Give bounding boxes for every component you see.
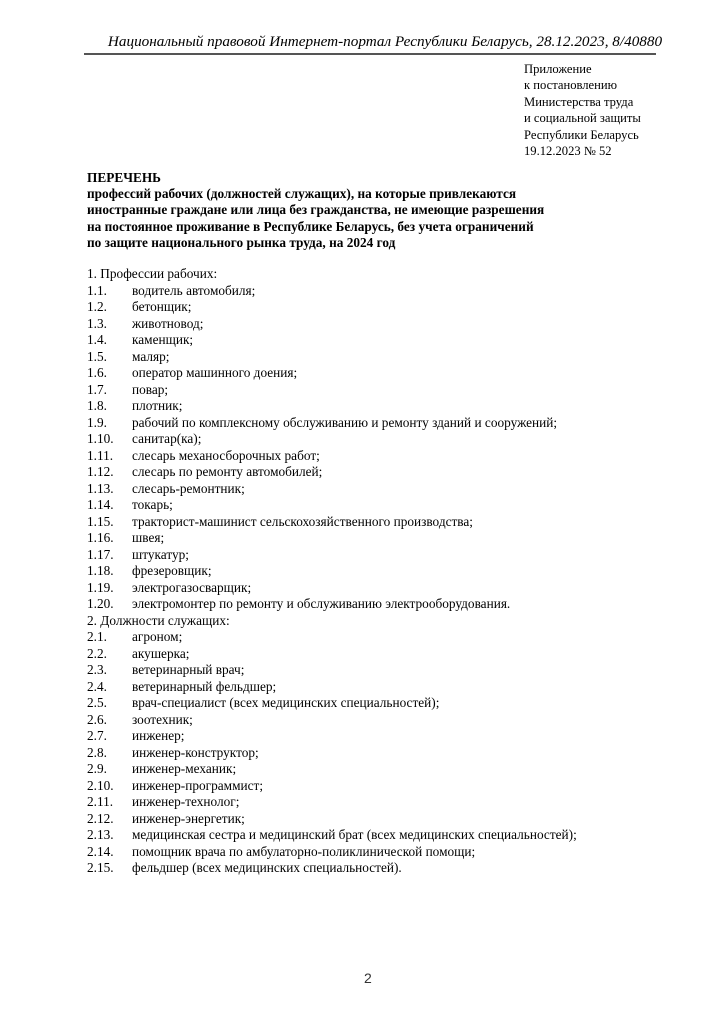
item-text: ветеринарный врач; bbox=[132, 662, 245, 677]
appendix-line: Республики Беларусь bbox=[524, 127, 639, 142]
item-number: 1.19. bbox=[87, 579, 114, 595]
item-text: санитар(ка); bbox=[132, 431, 202, 446]
item-text: инженер-технолог; bbox=[132, 794, 240, 809]
list-item bbox=[87, 811, 577, 828]
list-item bbox=[87, 349, 577, 366]
list-item bbox=[87, 580, 577, 597]
appendix-line: к постановлению bbox=[524, 78, 618, 93]
item-number: 2.5. bbox=[87, 695, 107, 710]
item-text: электрогазосварщик; bbox=[132, 579, 252, 595]
item-number: 1.11. bbox=[87, 447, 114, 463]
item-number: 1.15. bbox=[87, 513, 114, 529]
item-number: 1.6. bbox=[87, 365, 107, 380]
item-text: инженер; bbox=[132, 728, 185, 743]
list-item bbox=[87, 514, 577, 531]
item-text: агроном; bbox=[132, 629, 183, 644]
list-item bbox=[87, 464, 577, 481]
list-item bbox=[87, 283, 577, 300]
item-text: инженер-механик; bbox=[132, 761, 237, 776]
item-text: каменщик; bbox=[132, 332, 194, 347]
item-text: ветеринарный фельдшер; bbox=[132, 678, 277, 694]
list-item bbox=[87, 415, 577, 432]
item-text: плотник; bbox=[132, 398, 183, 413]
appendix-line: Министерства труда bbox=[524, 94, 634, 109]
item-text: маляр; bbox=[132, 348, 170, 364]
item-number: 1.7. bbox=[87, 381, 107, 397]
list-item bbox=[87, 860, 577, 877]
item-text: электромонтер по ремонту и обслуживанию электрооборудования. bbox=[132, 596, 511, 611]
item-text: зоотехник; bbox=[132, 711, 193, 727]
title-line: по защите национального рынка труда, на 2024 год bbox=[87, 234, 396, 250]
item-text: повар; bbox=[132, 381, 169, 397]
appendix-line: 19.12.2023 № 52 bbox=[524, 144, 612, 159]
item-number: 1.3. bbox=[87, 315, 107, 331]
list-item bbox=[87, 778, 577, 795]
list-item bbox=[87, 382, 577, 399]
list-item bbox=[87, 662, 577, 679]
item-text: инженер-конструктор; bbox=[132, 744, 259, 760]
section-title: 1. Профессии рабочих: bbox=[87, 266, 218, 281]
title-line: профессий рабочих (должностей служащих), на которые привлекаются bbox=[87, 186, 517, 202]
title-line: на постоянное проживание в Республике Беларусь, без учета ограничений bbox=[87, 218, 534, 234]
item-number: 1.1. bbox=[87, 282, 107, 298]
item-number: 1.10. bbox=[87, 431, 114, 446]
item-number: 1.17. bbox=[87, 546, 114, 562]
appendix-line: и социальной защиты bbox=[524, 111, 641, 126]
list-item bbox=[87, 794, 577, 811]
item-text: слесарь механосборочных работ; bbox=[132, 447, 320, 463]
item-number: 2.12. bbox=[87, 810, 114, 826]
item-number: 2.9. bbox=[87, 761, 107, 776]
list-item bbox=[87, 712, 577, 729]
item-text: рабочий по комплексному обслуживанию и ремонту зданий и сооружений; bbox=[132, 414, 558, 430]
item-number: 1.18. bbox=[87, 563, 114, 578]
item-number: 2.2. bbox=[87, 645, 107, 661]
list-item bbox=[87, 316, 577, 333]
item-text: слесарь-ремонтник; bbox=[132, 480, 245, 496]
list-item bbox=[87, 563, 577, 580]
list-item bbox=[87, 398, 577, 415]
item-text: врач-специалист (всех медицинских специальностей); bbox=[132, 695, 440, 710]
title-heading: ПЕРЕЧЕНЬ bbox=[87, 170, 161, 185]
list-item bbox=[87, 431, 577, 448]
list-item bbox=[87, 629, 577, 646]
item-number: 1.9. bbox=[87, 414, 107, 430]
item-text: помощник врача по амбулаторно-поликлинической помощи; bbox=[132, 843, 476, 859]
list-item bbox=[87, 844, 577, 861]
item-number: 2.14. bbox=[87, 843, 114, 859]
item-text: инженер-энергетик; bbox=[132, 810, 245, 826]
item-number: 2.11. bbox=[87, 794, 114, 809]
item-number: 2.10. bbox=[87, 777, 114, 793]
list-item bbox=[87, 497, 577, 514]
item-text: животновод; bbox=[132, 315, 204, 331]
item-number: 2.6. bbox=[87, 711, 107, 727]
list-item bbox=[87, 728, 577, 745]
list-item bbox=[87, 679, 577, 696]
item-number: 2.3. bbox=[87, 662, 107, 677]
item-number: 1.13. bbox=[87, 480, 114, 496]
item-text: бетонщик; bbox=[132, 299, 192, 314]
item-text: швея; bbox=[132, 530, 165, 545]
item-text: медицинская сестра и медицинский брат (всех медицинских специальностей); bbox=[132, 827, 577, 842]
item-text: фельдшер (всех медицинских специальностей). bbox=[132, 860, 402, 875]
item-text: слесарь по ремонту автомобилей; bbox=[132, 464, 323, 479]
item-number: 2.1. bbox=[87, 629, 107, 644]
item-number: 1.16. bbox=[87, 530, 114, 545]
list-item bbox=[87, 481, 577, 498]
item-number: 2.8. bbox=[87, 744, 107, 760]
item-number: 1.20. bbox=[87, 596, 114, 611]
appendix-line: Приложение bbox=[524, 62, 592, 76]
item-text: инженер-программист; bbox=[132, 777, 264, 793]
list-item bbox=[87, 761, 577, 778]
list-item bbox=[87, 530, 577, 547]
list-item bbox=[87, 827, 577, 844]
item-number: 2.7. bbox=[87, 728, 107, 743]
appendix-reference bbox=[524, 61, 641, 159]
list-item bbox=[87, 745, 577, 762]
portal-header: Национальный правовой Интернет-портал Республики Беларусь, 28.12.2023, 8/40880 bbox=[107, 33, 663, 50]
list-item bbox=[87, 365, 577, 382]
list-item bbox=[87, 646, 577, 663]
item-text: тракторист-машинист сельскохозяйственного производства; bbox=[132, 513, 473, 529]
item-number: 1.14. bbox=[87, 497, 114, 512]
item-text: штукатур; bbox=[132, 546, 189, 562]
professions-list bbox=[87, 266, 577, 877]
list-item bbox=[87, 332, 577, 349]
list-item bbox=[87, 695, 577, 712]
header-divider bbox=[84, 53, 656, 55]
item-number: 2.13. bbox=[87, 827, 114, 842]
item-text: акушерка; bbox=[132, 645, 190, 661]
item-number: 2.15. bbox=[87, 860, 114, 875]
item-number: 1.8. bbox=[87, 398, 107, 413]
item-number: 1.5. bbox=[87, 348, 107, 364]
item-number: 1.4. bbox=[87, 332, 107, 347]
item-number: 1.12. bbox=[87, 464, 114, 479]
item-text: токарь; bbox=[132, 497, 173, 512]
section-title: 2. Должности служащих: bbox=[87, 612, 230, 628]
document-title bbox=[87, 170, 544, 251]
page-number: 2 bbox=[364, 970, 372, 986]
list-item bbox=[87, 299, 577, 316]
item-text: водитель автомобиля; bbox=[132, 282, 256, 298]
item-text: фрезеровщик; bbox=[132, 563, 212, 578]
item-text: оператор машинного доения; bbox=[132, 365, 298, 380]
list-item bbox=[87, 596, 577, 613]
list-item bbox=[87, 547, 577, 564]
item-number: 1.2. bbox=[87, 299, 107, 314]
list-item bbox=[87, 448, 577, 465]
title-line: иностранные граждане или лица без гражданства, не имеющие разрешения bbox=[87, 202, 545, 218]
item-number: 2.4. bbox=[87, 678, 107, 694]
